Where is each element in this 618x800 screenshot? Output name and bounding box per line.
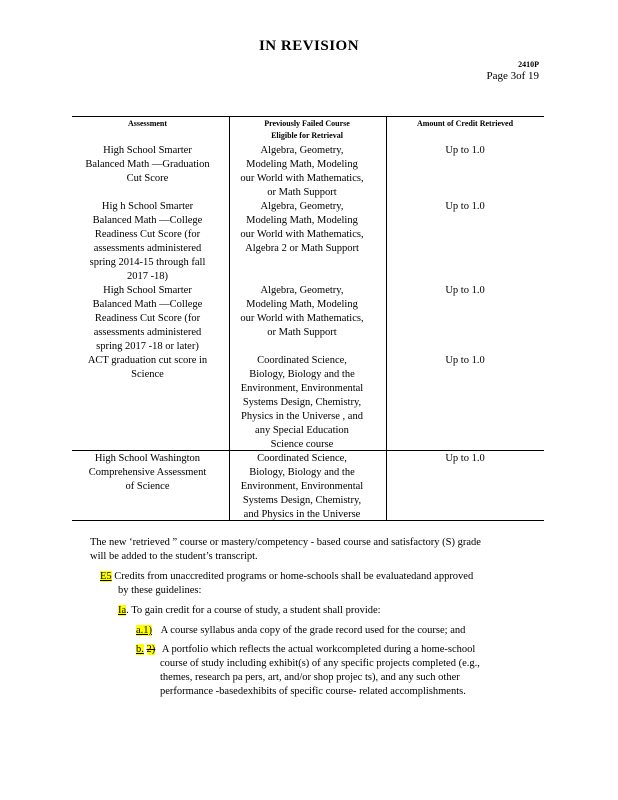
paragraph-line: The new ‘retrieved ” course or mastery/competency - based course and satisfactory (S) grade [90, 537, 481, 548]
section-e5-line2: by these guidelines: [118, 585, 202, 596]
item-b2 [136, 643, 541, 699]
row-separator [72, 450, 544, 451]
row2-courses: Algebra, Geometry, Modeling Math, Modeling our World with Mathematics, Algebra 2 or Math Support [240, 201, 364, 254]
row5-courses: Coordinated Science, Biology, Biology and the Environment, Environmental Systems Design, Chemistry, and Physics in the Universe [240, 453, 364, 520]
item-marker-ia: Ia [118, 605, 127, 616]
paragraph-line: will be added to the student’s transcript. [90, 551, 258, 562]
item-ia-text: . To gain credit for a course of study, a student shall provide: [126, 605, 381, 616]
section-marker-e5: E5 [100, 571, 112, 582]
row4-courses: Coordinated Science, Biology, Biology and the Environment, Environmental Systems Design, Chemistry, Physics in the Universe , and any Special Education Science course [240, 355, 364, 450]
table-bottom-border [72, 520, 544, 521]
row4-assessment: ACT graduation cut score in Science [87, 355, 208, 380]
row4-credit: Up to 1.0 [445, 355, 485, 366]
item-marker-b: b. [136, 644, 144, 655]
item-ia [118, 604, 538, 618]
item-b2-line2: course of study including exhibit(s) of any specific projects completed (e.g., [160, 658, 480, 669]
page-number: Page 3of 19 [486, 70, 539, 82]
row5-assessment: High School Washington Comprehensive Assessment of Science [88, 453, 207, 492]
row3-assessment: High School Smarter Balanced Math —College Readiness Cut Score (for assessments administered spring 2017 -18 or later) [92, 285, 203, 352]
policy-code: 2410P [518, 60, 539, 69]
page-title: IN REVISION [258, 38, 360, 54]
item-marker-a1: a.1) [136, 625, 153, 636]
column-header-credit: Amount of Credit Retrieved [416, 119, 514, 128]
row2-assessment: Hig h School Smarter Balanced Math —College Readiness Cut Score (for assessments administered spring 2014-15 through fall 2017 -18) [89, 201, 206, 282]
item-a1 [136, 624, 541, 638]
paragraph-retrieved-course [90, 536, 540, 564]
section-e5 [100, 570, 540, 598]
item-a1-text: A course syllabus anda copy of the grade record used for the course; and [160, 625, 466, 636]
column-header-course: Previously Failed Course Eligible for Retrieval [264, 119, 350, 140]
column-header-assessment: Assessment [127, 119, 168, 128]
item-marker-2-struck: 2) [146, 644, 156, 655]
table-top-border [72, 116, 544, 117]
row3-credit: Up to 1.0 [445, 285, 485, 296]
item-b2-line3: themes, research pa pers, art, and/or shop projec ts), and any such other [160, 672, 460, 683]
row1-credit: Up to 1.0 [445, 145, 485, 156]
row2-credit: Up to 1.0 [445, 201, 485, 212]
row3-courses: Algebra, Geometry, Modeling Math, Modeling our World with Mathematics, or Math Support [240, 285, 364, 338]
column-divider-2 [386, 116, 387, 520]
item-b2-line1: A portfolio which reflects the actual workcompleted during a home-school [161, 644, 476, 655]
item-b2-line4: performance -basedexhibits of specific course- related accomplishments. [160, 686, 466, 697]
row5-credit: Up to 1.0 [445, 453, 485, 464]
row1-assessment: High School Smarter Balanced Math —Graduation Cut Score [85, 145, 210, 184]
column-divider-1 [229, 116, 230, 520]
row1-courses: Algebra, Geometry, Modeling Math, Modeling our World with Mathematics, or Math Support [240, 145, 364, 198]
section-e5-text: Credits from unaccredited programs or home-schools shall be evaluatedand approved [114, 571, 474, 582]
